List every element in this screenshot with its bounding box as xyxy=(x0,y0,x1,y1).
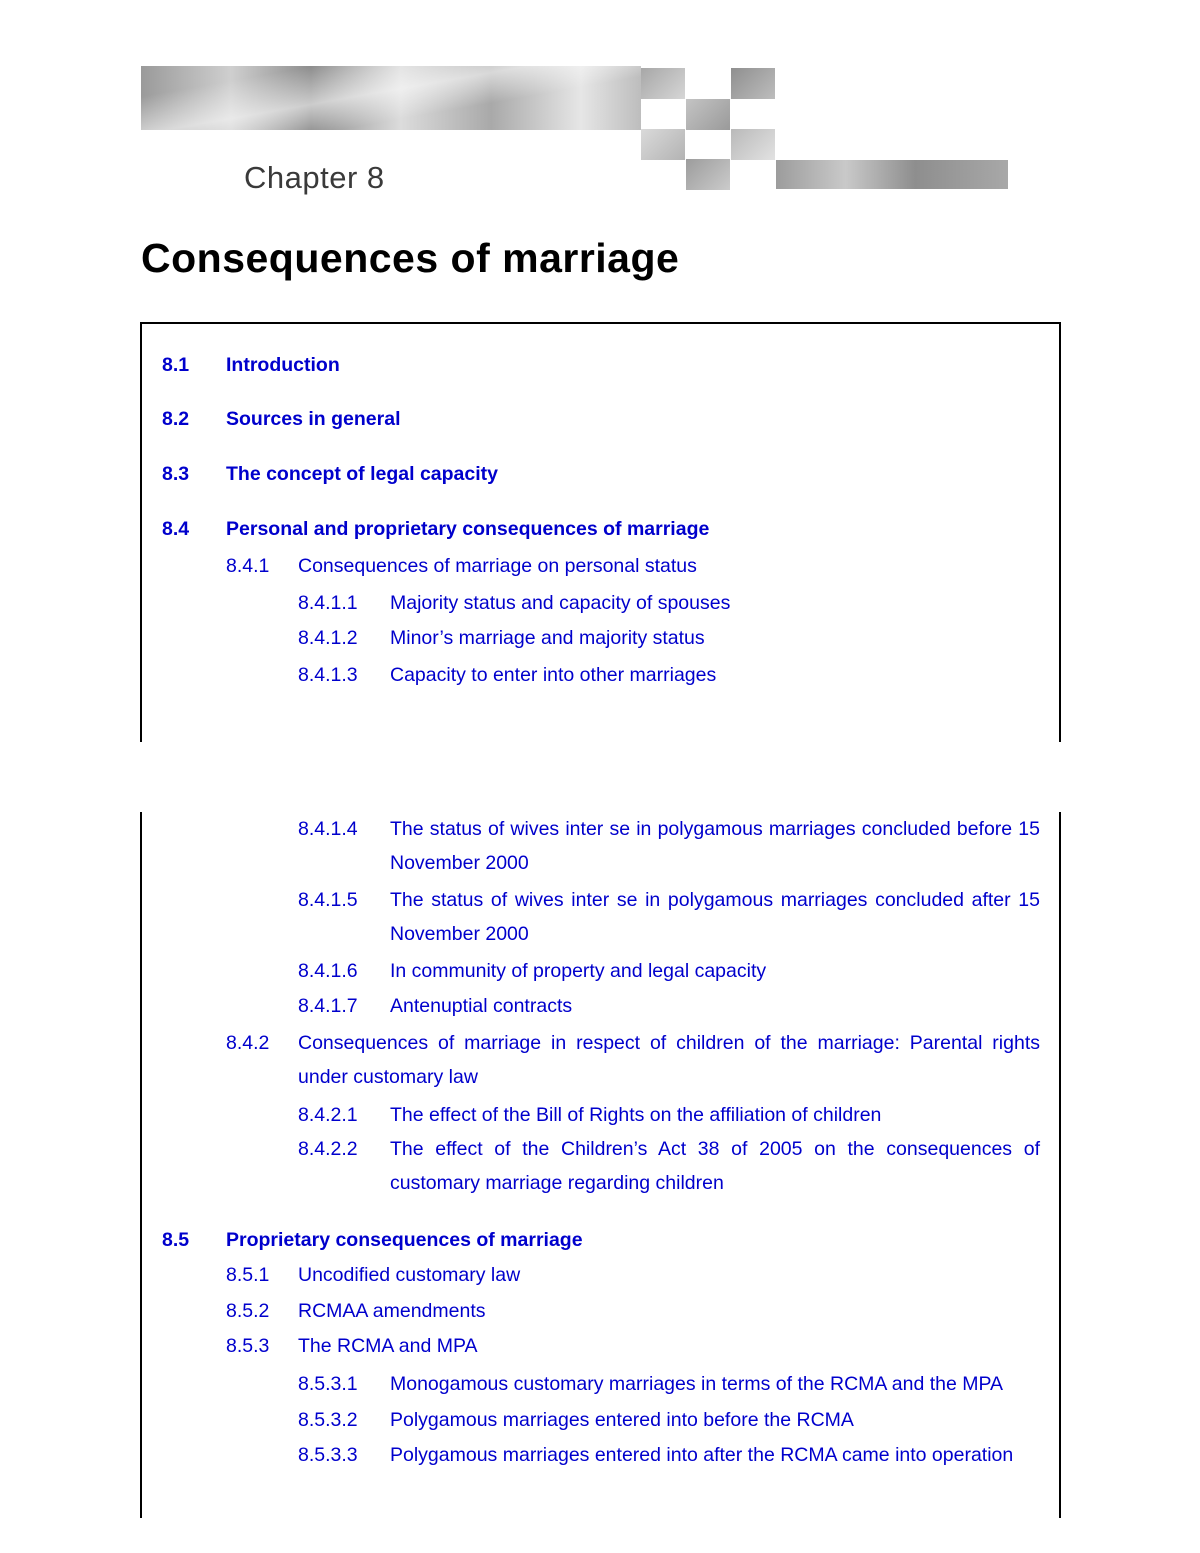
toc-entry-title: The effect of the Children’s Act 38 of 2005 on the consequences of customary marriage regarding children xyxy=(390,1138,1040,1194)
toc-entry-title: Sources in general xyxy=(226,408,401,430)
toc-entry-number: 8.4.1.2 xyxy=(298,627,358,649)
toc-entry-title: Polygamous marriages entered into before the RCMA xyxy=(390,1409,854,1431)
toc-entry-number: 8.5.3 xyxy=(226,1335,270,1357)
toc-entry-title: Monogamous customary marriages in terms of the RCMA and the MPA xyxy=(390,1373,1004,1395)
banner-square xyxy=(686,159,730,190)
toc-entry-number: 8.5.3.1 xyxy=(298,1373,358,1395)
toc-entry-number: 8.4.1.7 xyxy=(298,995,358,1017)
toc-entry-number: 8.5.1 xyxy=(226,1264,270,1286)
toc-entry-title: The concept of legal capacity xyxy=(226,463,498,485)
toc-entry-title: Minor’s marriage and majority status xyxy=(390,627,705,649)
toc-frame-upper xyxy=(140,322,1061,742)
toc-entry-title: The RCMA and MPA xyxy=(298,1335,478,1357)
toc-entry-title: Introduction xyxy=(226,354,340,376)
toc-entry-title: Capacity to enter into other marriages xyxy=(390,664,717,686)
toc-entry-title: Uncodified customary law xyxy=(298,1264,521,1286)
toc-frame-lower xyxy=(140,812,1061,1518)
toc-entry-title: Majority status and capacity of spouses xyxy=(390,592,731,614)
page-title: Consequences of marriage xyxy=(141,235,680,281)
chapter-label: Chapter 8 xyxy=(244,160,385,195)
banner-square xyxy=(641,129,685,160)
toc-entry-title: The status of wives inter se in polygamous marriages concluded before 15 November 2000 xyxy=(390,818,1040,874)
chapter-banner xyxy=(0,0,1200,200)
toc-entry-title: Proprietary consequences of marriage xyxy=(226,1229,583,1251)
toc-entry-number: 8.4.1.5 xyxy=(298,889,358,911)
toc-entry-title: Consequences of marriage on personal status xyxy=(298,555,697,577)
toc-entry-number: 8.4 xyxy=(162,518,190,540)
banner-right-bar xyxy=(776,160,1008,189)
banner-square xyxy=(731,129,775,160)
toc-entry-number: 8.4.1.6 xyxy=(298,960,358,982)
toc-entry-title: Consequences of marriage in respect of children of the marriage: Parental rights under customary law xyxy=(298,1032,1040,1088)
toc-entry-number: 8.4.2.2 xyxy=(298,1138,358,1160)
toc-entry-number: 8.5 xyxy=(162,1229,190,1251)
toc-entry-number: 8.4.1.1 xyxy=(298,592,358,614)
toc-entry-number: 8.1 xyxy=(162,354,190,376)
toc-entry-title: Polygamous marriages entered into after the RCMA came into operation xyxy=(390,1444,1014,1466)
toc-entry-number: 8.4.2 xyxy=(226,1032,270,1054)
banner-square xyxy=(731,68,775,99)
toc-entry-title: The status of wives inter se in polygamous marriages concluded after 15 November 2000 xyxy=(390,889,1040,945)
toc-entry-number: 8.4.1.4 xyxy=(298,818,358,840)
toc-entry-number: 8.4.1 xyxy=(226,555,270,577)
banner-square xyxy=(686,99,730,130)
toc-entry-title: In community of property and legal capacity xyxy=(390,960,767,982)
toc-entry-number: 8.5.2 xyxy=(226,1300,270,1322)
toc-entry-title: Personal and proprietary consequences of marriage xyxy=(226,518,710,540)
toc-entry-number: 8.2 xyxy=(162,408,190,430)
toc-entry-title: Antenuptial contracts xyxy=(390,995,573,1017)
toc-entry-number: 8.3 xyxy=(162,463,190,485)
toc-entry-number: 8.5.3.2 xyxy=(298,1409,358,1431)
banner-square xyxy=(641,68,685,99)
banner-gradient-bar xyxy=(141,66,641,130)
toc-entry-title: The effect of the Bill of Rights on the affiliation of children xyxy=(390,1104,882,1126)
toc-entry-number: 8.4.2.1 xyxy=(298,1104,358,1126)
toc-entry-number: 8.5.3.3 xyxy=(298,1444,358,1466)
toc-entry-number: 8.4.1.3 xyxy=(298,664,358,686)
toc-entry-title: RCMAA amendments xyxy=(298,1300,486,1322)
